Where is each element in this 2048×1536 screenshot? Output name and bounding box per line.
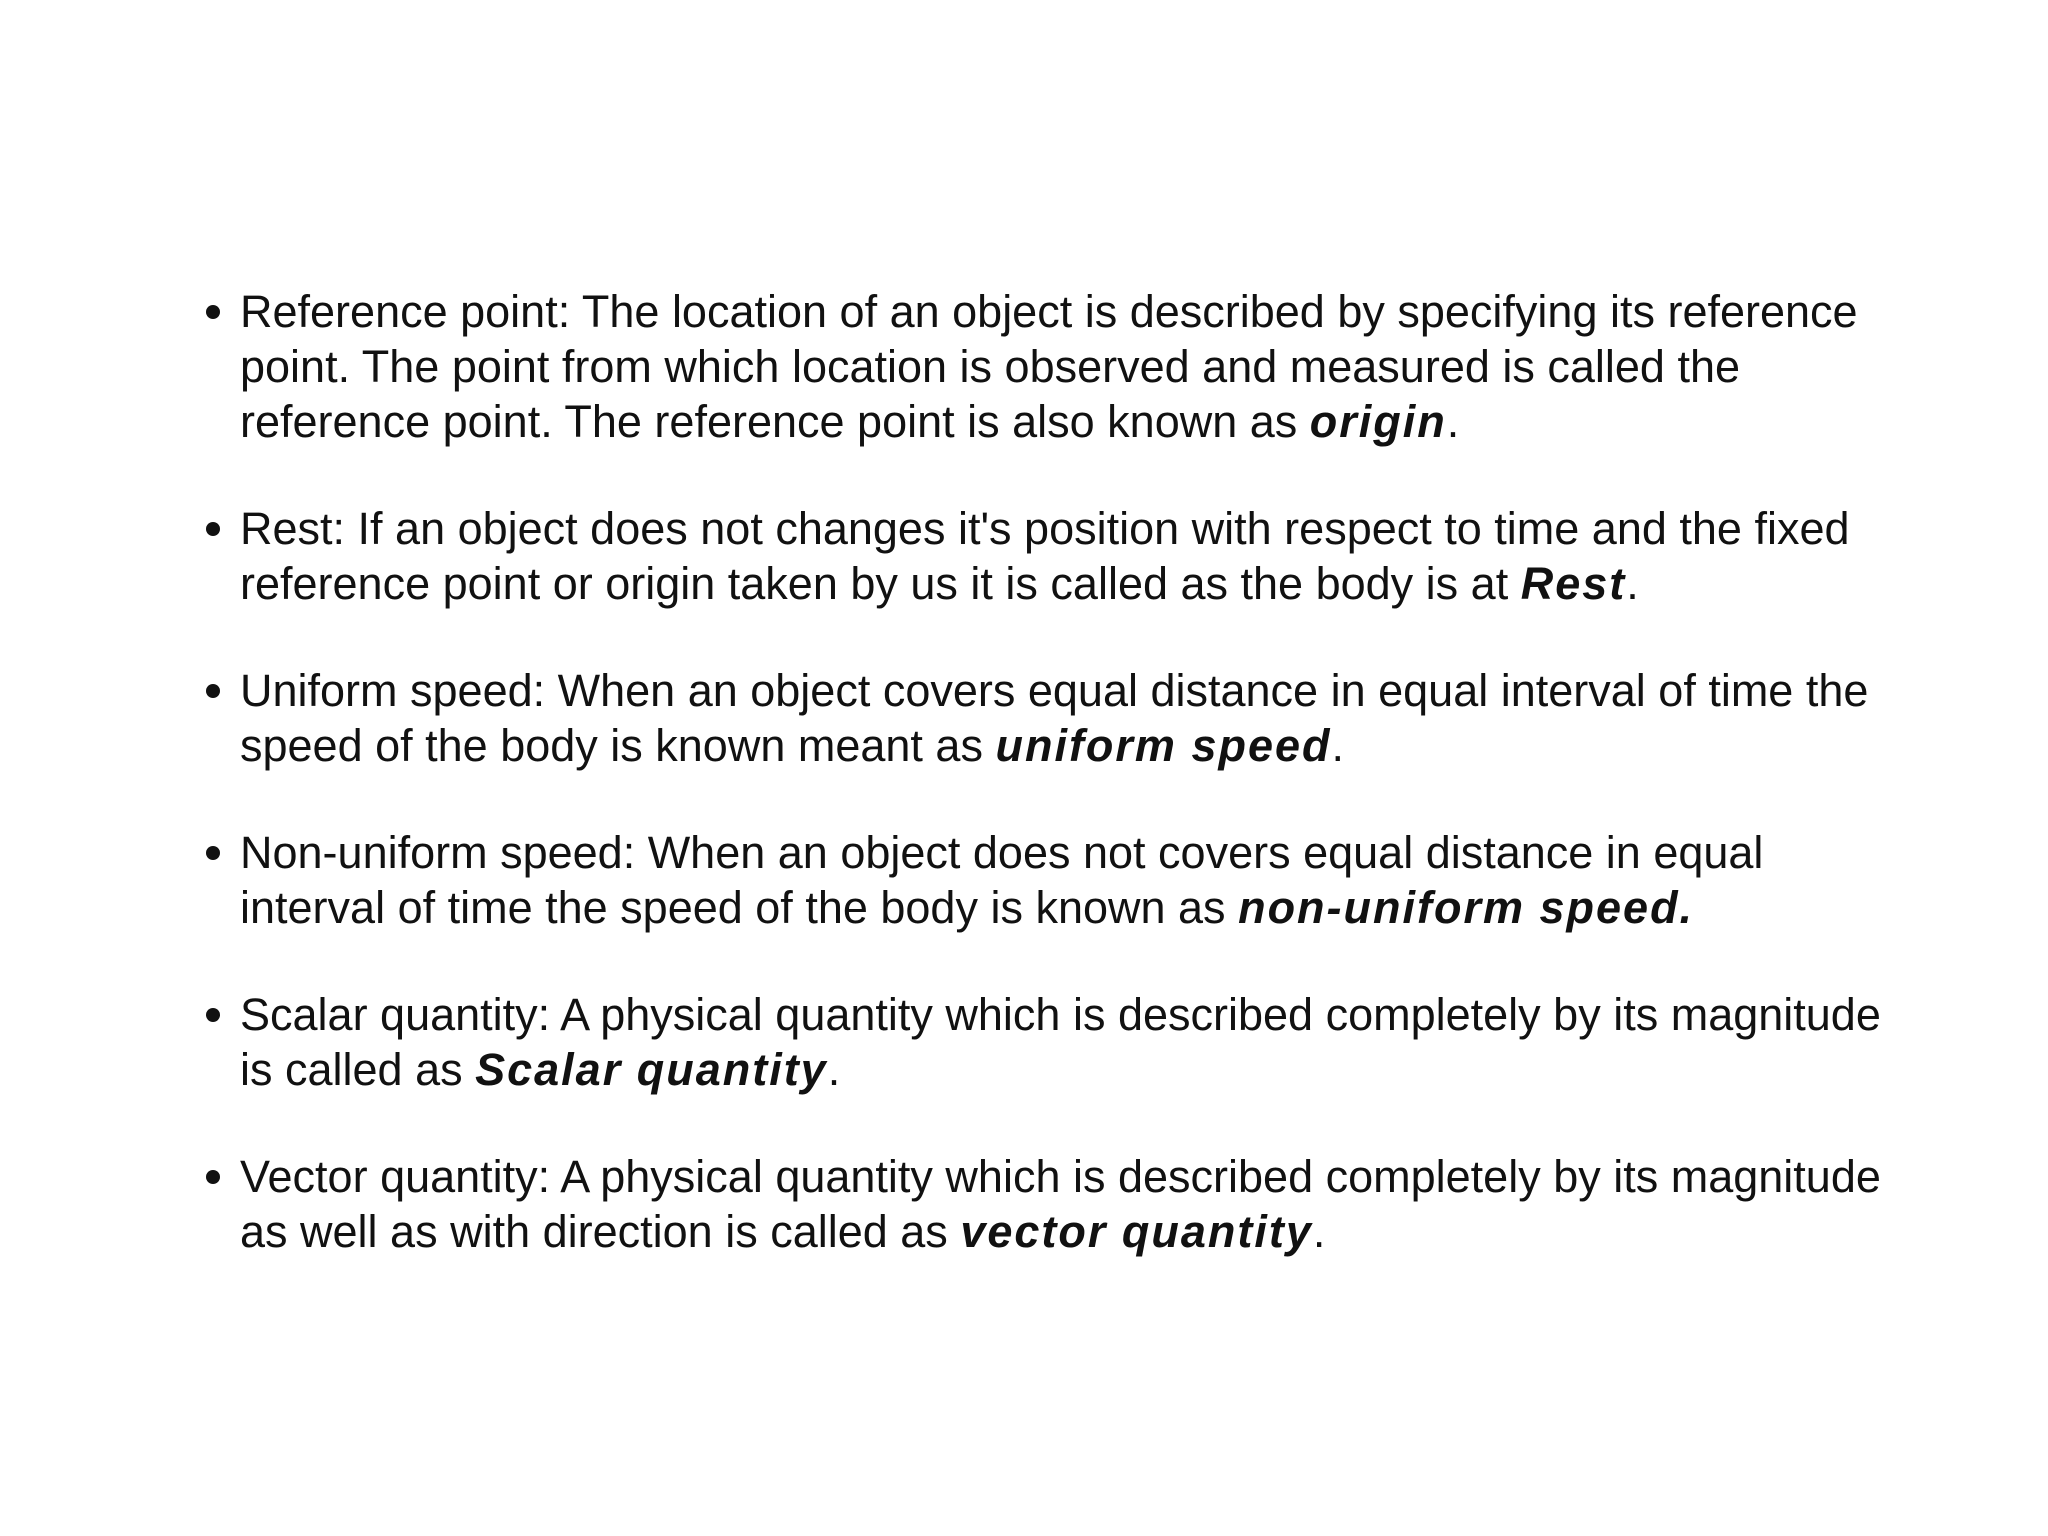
definition-text: Vector quantity: A physical quantity which is described completely by its magnitude as well as with direction is called as bbox=[240, 1151, 1881, 1257]
definition-item-non-uniform-speed bbox=[206, 825, 1886, 935]
sentence-end: . bbox=[1446, 396, 1460, 447]
definition-text: Uniform speed: When an object covers equal distance in equal interval of time the speed of the body is known meant as bbox=[240, 665, 1869, 771]
emphasized-term: Rest bbox=[1520, 558, 1627, 609]
definition-text: Rest: If an object does not changes it's position with respect to time and the fixed reference point or origin taken by us it is called as the body is at bbox=[240, 503, 1850, 609]
definition-text: Reference point: The location of an object is described by specifying its reference point. The point from which location is observed and measured is called the reference point. The reference point is also known as bbox=[240, 286, 1858, 447]
bullet-icon bbox=[206, 1008, 220, 1022]
definition-item-reference-point bbox=[206, 284, 1886, 449]
bullet-icon bbox=[206, 1170, 220, 1184]
definition-item-uniform-speed bbox=[206, 663, 1886, 773]
definition-item-vector-quantity bbox=[206, 1149, 1886, 1259]
bullet-icon bbox=[206, 522, 220, 536]
sentence-end: . bbox=[1312, 1206, 1326, 1257]
bullet-icon bbox=[206, 684, 220, 698]
definition-text: Non-uniform speed: When an object does not covers equal distance in equal interval of time the speed of the body is known as bbox=[240, 827, 1764, 933]
emphasized-term: non-uniform speed. bbox=[1238, 882, 1695, 933]
bullet-icon bbox=[206, 305, 220, 319]
definition-text: Scalar quantity: A physical quantity which is described completely by its magnitude is called as bbox=[240, 989, 1881, 1095]
emphasized-term: origin bbox=[1309, 396, 1447, 447]
definition-item-scalar-quantity bbox=[206, 987, 1886, 1097]
bullet-icon bbox=[206, 846, 220, 860]
sentence-end: . bbox=[827, 1044, 841, 1095]
definition-list bbox=[206, 284, 1886, 1311]
definition-item-rest bbox=[206, 501, 1886, 611]
sentence-end: . bbox=[1331, 720, 1345, 771]
emphasized-term: vector quantity bbox=[960, 1206, 1313, 1257]
sentence-end: . bbox=[1626, 558, 1639, 609]
emphasized-term: Scalar quantity bbox=[475, 1044, 828, 1095]
emphasized-term: uniform speed bbox=[995, 720, 1332, 771]
